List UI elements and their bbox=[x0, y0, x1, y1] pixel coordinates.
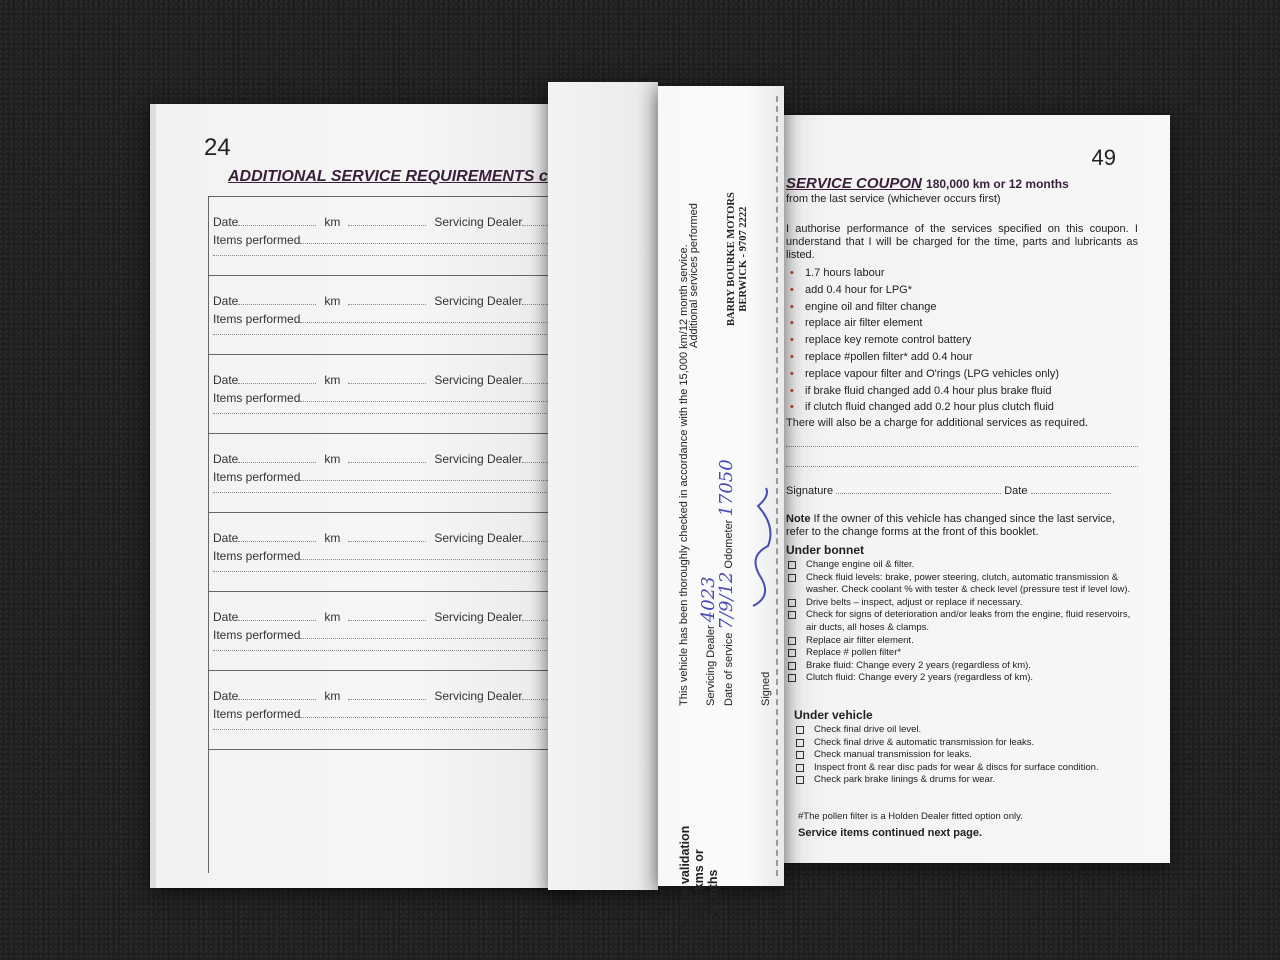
signature-row bbox=[786, 483, 1138, 497]
entry-dealer-label: Servicing Dealer bbox=[434, 452, 523, 466]
checklist-item: Check for signs of deterioration and/or leaks from the engine, fluid reservoirs, air ducts, all hoses & clamps. bbox=[786, 609, 1138, 634]
dotted-line bbox=[786, 445, 1138, 447]
dealer-stamp bbox=[726, 192, 750, 326]
checklist-item: Check final drive & automatic transmission for leaks. bbox=[794, 737, 1138, 750]
entry-km-label: km bbox=[324, 689, 341, 703]
labour-item: • replace key remote control battery bbox=[788, 332, 1138, 349]
entry-dealer-label: Servicing Dealer bbox=[434, 373, 523, 387]
date-row bbox=[716, 459, 737, 706]
entry-items-label: Items performed bbox=[213, 628, 301, 642]
entry-date-label: Date bbox=[213, 452, 239, 466]
entry-items-label: Items performed bbox=[213, 707, 301, 721]
coupon-title bbox=[786, 175, 1138, 192]
checklist-item: Check manual transmission for leaks. bbox=[794, 749, 1138, 762]
entry-date-label: Date bbox=[213, 294, 239, 308]
service-entry bbox=[209, 276, 577, 355]
service-entry bbox=[209, 671, 577, 750]
coupon-flap bbox=[548, 82, 658, 890]
validation-title bbox=[678, 826, 720, 932]
validation-title-line3: 12 months bbox=[706, 869, 720, 932]
entry-date-label: Date bbox=[213, 689, 239, 703]
entry-km-label: km bbox=[324, 452, 341, 466]
handwritten-dealer: 4023 bbox=[698, 576, 719, 623]
labour-item: • 1.7 hours labour bbox=[788, 265, 1138, 282]
note bbox=[786, 513, 1138, 538]
entry-km-label: km bbox=[324, 373, 341, 387]
checklist-item: Check fluid levels: brake, power steering, clutch, automatic transmission & washer. Check coolant % with tester & check level (pressure test if level low). bbox=[786, 572, 1138, 597]
labour-item: • replace air filter element bbox=[788, 315, 1138, 332]
service-entry bbox=[209, 197, 577, 276]
entry-date-label: Date bbox=[213, 215, 239, 229]
entry-dealer-label: Servicing Dealer bbox=[434, 531, 523, 545]
coupon-title-sub: 180,000 km or 12 months bbox=[926, 177, 1069, 191]
service-entry bbox=[209, 434, 577, 513]
service-entries bbox=[208, 196, 577, 873]
entry-km-label: km bbox=[324, 531, 341, 545]
continued-text: Service items continued next page. bbox=[798, 827, 983, 839]
date-label: Date bbox=[1004, 485, 1028, 497]
dotted-line bbox=[213, 571, 577, 572]
checked-text: This vehicle has been thoroughly checked in accordance with the 15,000 km/12 month service. bbox=[678, 244, 690, 706]
right-page bbox=[772, 115, 1170, 863]
labour-item: • add 0.4 hour for LPG* bbox=[788, 282, 1138, 299]
under-bonnet-list bbox=[786, 559, 1138, 685]
checklist-item: Check park brake linings & drums for wear. bbox=[794, 774, 1138, 787]
authorise-text: I authorise performance of the services specified on this coupon. I understand that I will be charged for the time, parts and lubricants as listed. bbox=[786, 223, 1138, 261]
page-number-left: 24 bbox=[204, 134, 231, 161]
service-entry bbox=[209, 592, 577, 671]
entry-km-label: km bbox=[324, 215, 341, 229]
entry-items-label: Items performed bbox=[213, 391, 301, 405]
coupon-title-main: SERVICE COUPON bbox=[786, 175, 922, 192]
signed-row bbox=[760, 672, 772, 706]
dotted-line bbox=[213, 650, 577, 651]
labour-list bbox=[788, 265, 1138, 416]
under-bonnet-title: Under bonnet bbox=[786, 543, 864, 557]
labour-item: • replace #pollen filter* add 0.4 hour bbox=[788, 349, 1138, 366]
odometer-label: Odometer bbox=[723, 519, 735, 569]
dotted-line bbox=[213, 334, 577, 335]
entry-items-label: Items performed bbox=[213, 233, 301, 247]
dotted-line bbox=[213, 255, 577, 256]
dotted-line bbox=[213, 729, 577, 730]
dotted-line bbox=[213, 492, 577, 493]
under-vehicle-list bbox=[794, 724, 1138, 787]
checklist-item: Inspect front & rear disc pads for wear & discs for surface condition. bbox=[794, 762, 1138, 775]
note-text: If the owner of this vehicle has changed since the last service, refer to the change forms at the front of this booklet. bbox=[786, 513, 1115, 538]
entry-km-label: km bbox=[324, 294, 341, 308]
additional-services-label: Additional services performed bbox=[688, 203, 700, 348]
entry-dealer-label: Servicing Dealer bbox=[434, 294, 523, 308]
checklist-item: Check final drive oil level. bbox=[794, 724, 1138, 737]
service-entry bbox=[209, 513, 577, 592]
left-page bbox=[150, 104, 576, 888]
entry-items-label: Items performed bbox=[213, 549, 301, 563]
handwritten-date: 7/9/12 bbox=[716, 571, 737, 630]
coupon-strip bbox=[658, 86, 784, 932]
validation-title-line2: 15,000 kms or bbox=[692, 849, 706, 932]
coupon-subtitle: from the last service (whichever occurs first) bbox=[786, 193, 1001, 205]
checklist-item: Drive belts – inspect, adjust or replace if necessary. bbox=[786, 597, 1138, 610]
signature-scribble bbox=[748, 486, 778, 616]
dotted-line bbox=[786, 465, 1138, 467]
entry-date-label: Date bbox=[213, 373, 239, 387]
footnote: #The pollen filter is a Holden Dealer fitted option only. bbox=[798, 811, 1023, 822]
handwritten-odometer: 17050 bbox=[716, 459, 737, 517]
service-entry bbox=[209, 355, 577, 434]
dealer-label: Servicing Dealer bbox=[705, 625, 717, 706]
checklist-item: Change engine oil & filter. bbox=[786, 559, 1138, 572]
checklist-item: Replace air filter element. bbox=[786, 635, 1138, 648]
checklist-item: Clutch fluid: Change every 2 years (regardless of km). bbox=[786, 672, 1138, 685]
checklist-item: Replace # pollen filter* bbox=[786, 647, 1138, 660]
dotted-line bbox=[213, 413, 577, 414]
labour-item: • if brake fluid changed add 0.4 hour plus brake fluid bbox=[788, 383, 1138, 400]
checklist-item: Brake fluid: Change every 2 years (regardless of km). bbox=[786, 660, 1138, 673]
stamp-line-1: BARRY BOURKE MOTORS bbox=[726, 192, 737, 326]
validation-title-line1: Service validation bbox=[678, 825, 692, 932]
entry-items-label: Items performed bbox=[213, 312, 301, 326]
labour-item: • replace vapour filter and O'rings (LPG vehicles only) bbox=[788, 366, 1138, 383]
page-number-right: 49 bbox=[1091, 145, 1116, 170]
stamp-line-2: BERWICK - 9707 2222 bbox=[738, 206, 749, 312]
entry-items-label: Items performed bbox=[213, 470, 301, 484]
signed-label: Signed bbox=[760, 671, 772, 706]
entry-dealer-label: Servicing Dealer bbox=[434, 610, 523, 624]
entry-dealer-label: Servicing Dealer bbox=[434, 689, 523, 703]
signature-label: Signature bbox=[786, 485, 834, 497]
labour-item: • if clutch fluid changed add 0.2 hour plus clutch fluid bbox=[788, 399, 1138, 416]
entry-km-label: km bbox=[324, 610, 341, 624]
labour-item: • engine oil and filter change bbox=[788, 299, 1138, 316]
entry-date-label: Date bbox=[213, 610, 239, 624]
additional-service-heading: ADDITIONAL SERVICE REQUIREMENTS c bbox=[228, 168, 548, 185]
entry-date-label: Date bbox=[213, 531, 239, 545]
note-label: Note bbox=[786, 513, 811, 525]
date-of-service-label: Date of service bbox=[723, 632, 735, 706]
entry-dealer-label: Servicing Dealer bbox=[434, 215, 523, 229]
additional-charge-text: There will also be a charge for additional services as required. bbox=[786, 417, 1089, 429]
under-vehicle-title: Under vehicle bbox=[794, 708, 873, 722]
